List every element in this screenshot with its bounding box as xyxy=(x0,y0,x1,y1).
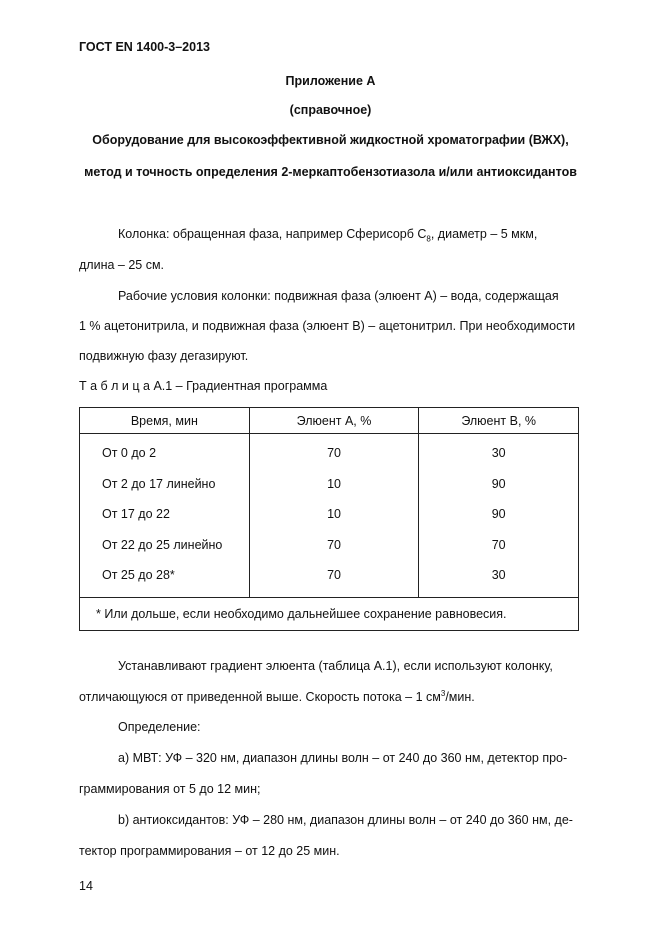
cell-eluent-b: 30 xyxy=(419,560,579,597)
table-row xyxy=(80,560,579,597)
cell-eluent-a: 10 xyxy=(249,469,419,500)
conditions-line2: 1 % ацетонитрила, и подвижная фаза (элюент В) – ацетонитрил. При необходимости xyxy=(79,319,576,333)
item-a-line2: граммирования от 5 до 12 мин; xyxy=(79,782,261,796)
table-footnote-row xyxy=(80,597,579,630)
cell-eluent-a: 70 xyxy=(249,434,419,469)
standard-code: ГОСТ EN 1400-3–2013 xyxy=(79,40,210,54)
cell-time: От 0 до 2 xyxy=(80,434,250,469)
cell-time: От 25 до 28* xyxy=(80,560,250,597)
cell-eluent-a: 70 xyxy=(249,530,419,561)
appendix-subtitle: (справочное) xyxy=(289,103,372,117)
table-footnote: * Или дольше, если необходимо дальнейшее сохранение равновесия. xyxy=(80,597,579,630)
cell-eluent-b: 90 xyxy=(419,469,579,500)
item-b-line1: b) антиоксидантов: УФ – 280 нм, диапазон длины волн – от 240 до 360 нм, де- xyxy=(118,813,573,827)
appendix-heading-line1: Оборудование для высокоэффективной жидкостной хроматографии (ВЖХ), xyxy=(92,133,569,147)
table-header-row xyxy=(80,408,579,434)
column-paragraph-line2: длина – 25 см. xyxy=(79,258,165,272)
page-number: 14 xyxy=(79,879,93,893)
cell-time: От 22 до 25 линейно xyxy=(80,530,250,561)
cell-time: От 2 до 17 линейно xyxy=(80,469,250,500)
table-caption: Т а б л и ц а А.1 – Градиентная программа xyxy=(79,379,328,393)
cell-eluent-a: 70 xyxy=(249,560,419,597)
conditions-line3: подвижную фазу дегазируют. xyxy=(79,349,249,363)
gradient-table xyxy=(79,407,579,631)
header-time: Время, мин xyxy=(80,408,250,434)
table-row xyxy=(80,499,579,530)
cell-eluent-b: 70 xyxy=(419,530,579,561)
table-row xyxy=(80,434,579,469)
appendix-heading-line2: метод и точность определения 2-меркаптобензотиазола и/или антиоксидантов xyxy=(84,165,577,179)
table-row xyxy=(80,530,579,561)
cell-time: От 17 до 22 xyxy=(80,499,250,530)
cell-eluent-b: 90 xyxy=(419,499,579,530)
conditions-line1: Рабочие условия колонки: подвижная фаза (элюент А) – вода, содержащая xyxy=(118,289,559,303)
cell-eluent-a: 10 xyxy=(249,499,419,530)
cell-eluent-b: 30 xyxy=(419,434,579,469)
determination-label: Определение: xyxy=(118,720,201,734)
item-b-line2: тектор программирования – от 12 до 25 мин. xyxy=(79,844,340,858)
table-row xyxy=(80,469,579,500)
column-paragraph-line1: Колонка: обращенная фаза, например Сферисорб $С_8$, диаметр – 5 мкм, xyxy=(118,227,538,244)
header-eluent-b: Элюент В, % xyxy=(419,408,579,434)
gradient-paragraph-line1: Устанавливают градиент элюента (таблица А.1), если используют колонку, xyxy=(118,659,553,673)
header-eluent-a: Элюент А, % xyxy=(249,408,419,434)
item-a-line1: a) МВТ: УФ – 320 нм, диапазон длины волн – от 240 до 360 нм, детектор про- xyxy=(118,751,568,765)
gradient-paragraph-line2: отличающуюся от приведенной выше. Скорость потока – 1 $см^3$/мин. xyxy=(79,689,475,705)
appendix-title: Приложение А xyxy=(285,74,376,88)
